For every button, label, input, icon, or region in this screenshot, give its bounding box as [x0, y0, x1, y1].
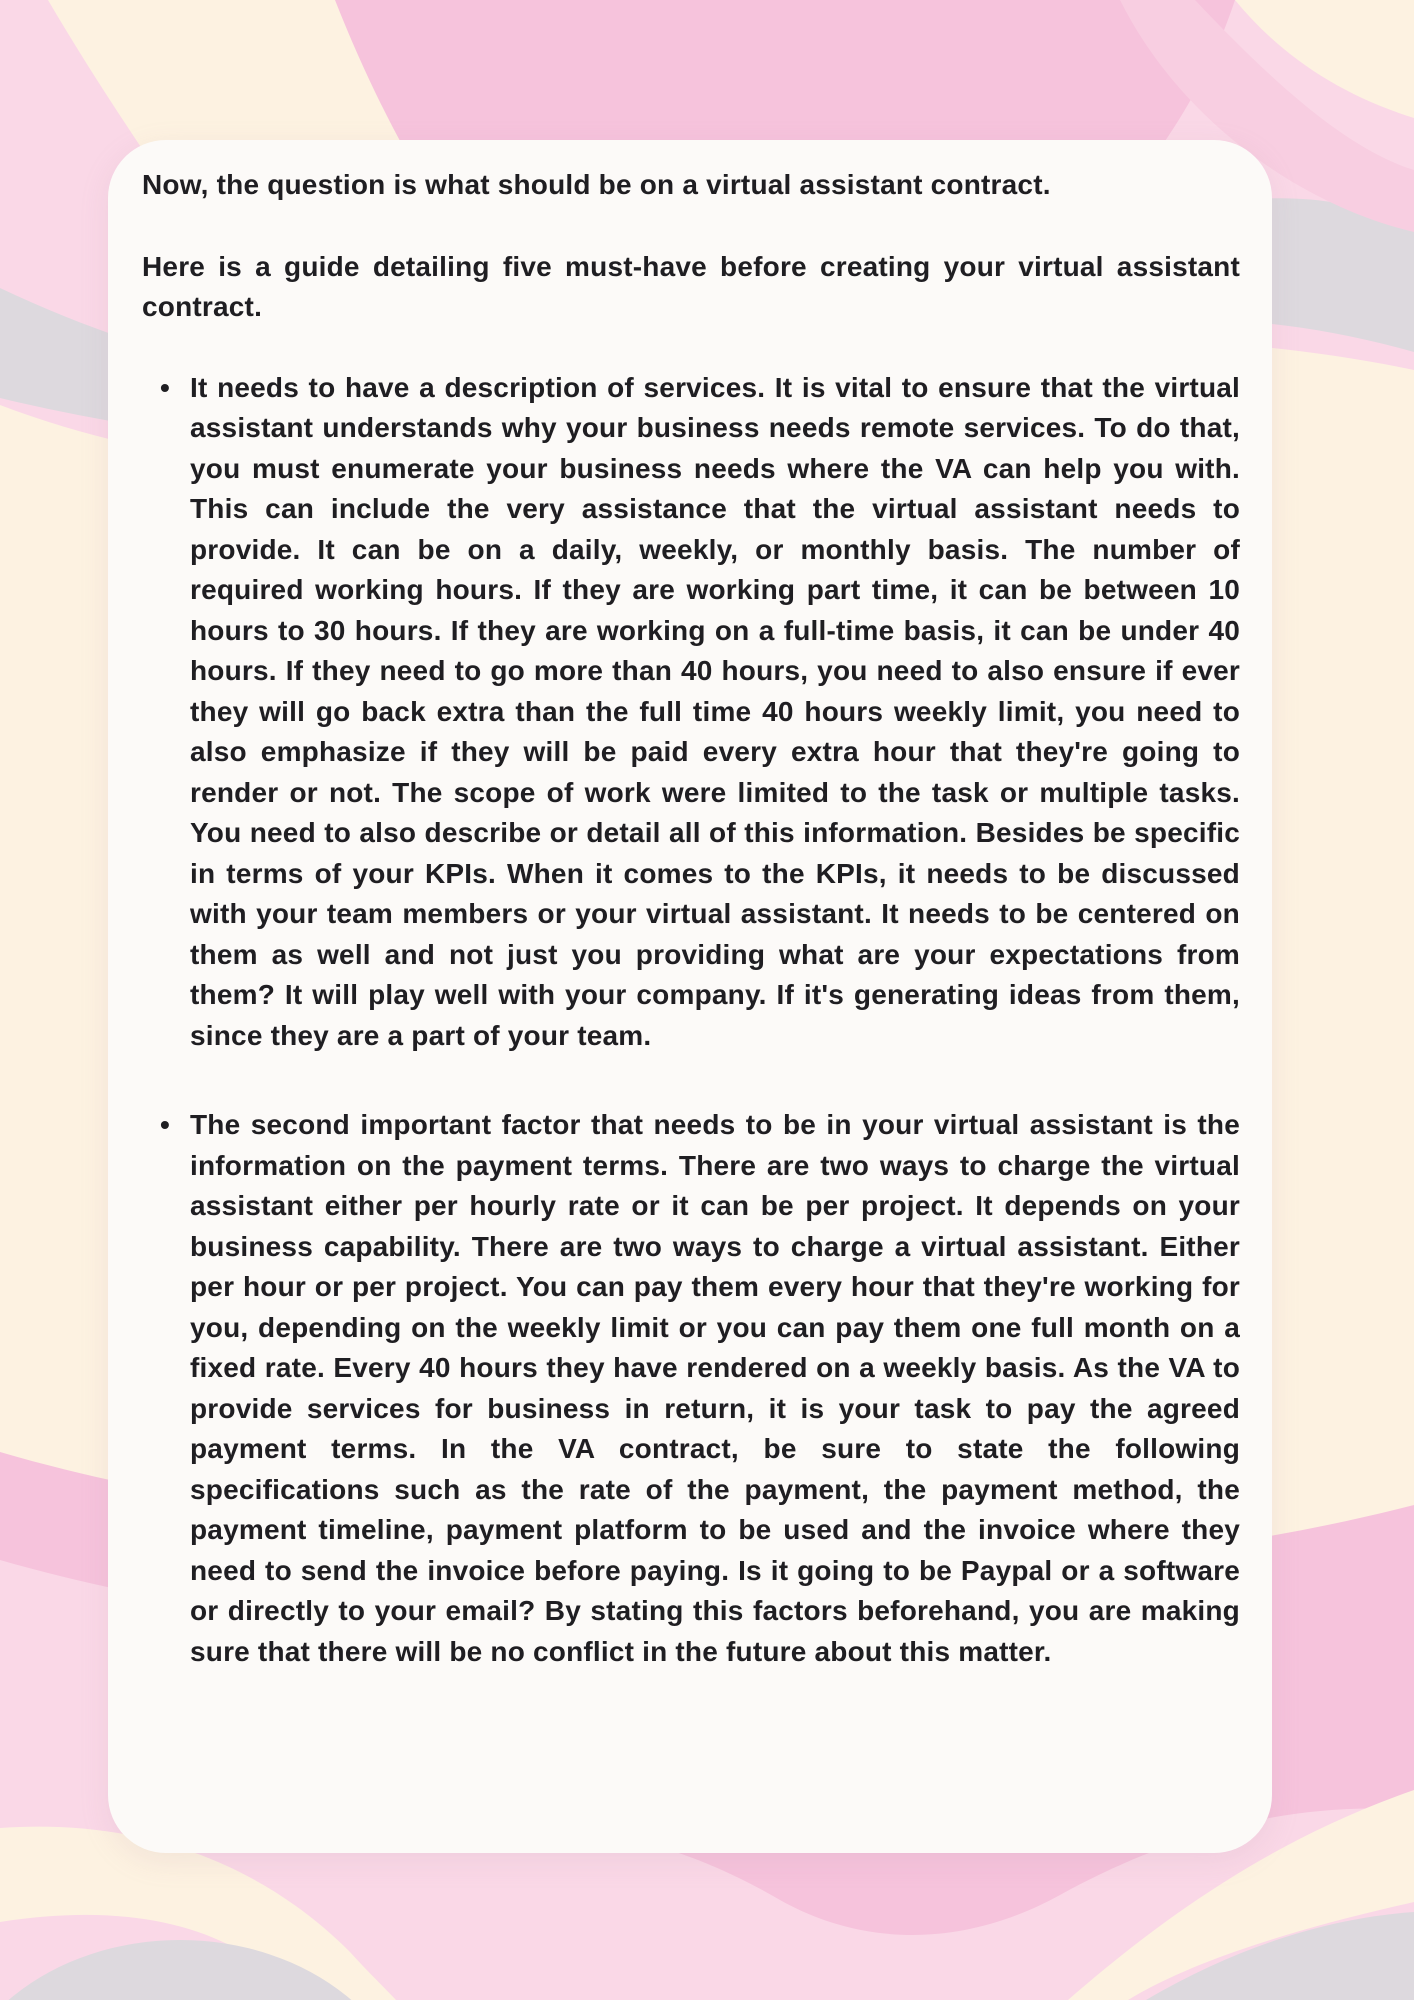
bullet-item-payment-terms [142, 1105, 1240, 1672]
bullet-item-description-of-services [142, 368, 1240, 1057]
bullet-text: The second important factor that needs to be in your virtual assistant is the information on the payment terms. There are two ways to charge the virtual assistant either per hourly rate or it can be per project. It depends on your business capability. There are two ways to charge a virtual assistant. Either per hour or per project. You can pay them every hour that they're working for you, depending on the weekly limit or you can pay them one full month on a fixed rate. Every 40 hours they have rendered on a weekly basis. As the VA to provide services for business in return, it is your task to pay the agreed payment terms. In the VA contract, be sure to state the following specifications such as the rate of the payment, the payment method, the payment timeline, payment platform to be used and the invoice where they need to send the invoice before paying. Is it going to be Paypal or a software or directly to your email? By stating this factors beforehand, you are making sure that there will be no conflict in the future about this matter. [190, 1109, 1240, 1667]
bullet-text: It needs to have a description of services. It is vital to ensure that the virtual assistant understands why your business needs remote services. To do that, you must enumerate your business needs where the VA can help you with. This can include the very assistance that the virtual assistant needs to provide. It can be on a daily, weekly, or monthly basis. The number of required working hours. If they are working part time, it can be between 10 hours to 30 hours. If they are working on a full-time basis, it can be under 40 hours. If they need to go more than 40 hours, you need to also ensure if ever they will go back extra than the full time 40 hours weekly limit, you need to also emphasize if they will be paid every extra hour that they're going to render or not. The scope of work were limited to the task or multiple tasks. You need to also describe or detail all of this information. Besides be specific in terms of your KPIs. When it comes to the KPIs, it needs to be discussed with your team members or your virtual assistant. It needs to be centered on them as well and not just you providing what are your expectations from them? It will play well with your company. If it's generating ideas from them, since they are a part of your team. [190, 371, 1240, 1051]
guide-paragraph: Here is a guide detailing five must-have before creating your virtual assistant contract. [142, 250, 1240, 322]
bullet-list [142, 368, 1240, 1673]
content-card [108, 140, 1272, 1853]
bullet-dot: • [160, 1109, 171, 1140]
bullet-dot: • [160, 371, 171, 403]
intro-paragraph: Now, the question is what should be on a virtual assistant contract. [142, 169, 1051, 200]
